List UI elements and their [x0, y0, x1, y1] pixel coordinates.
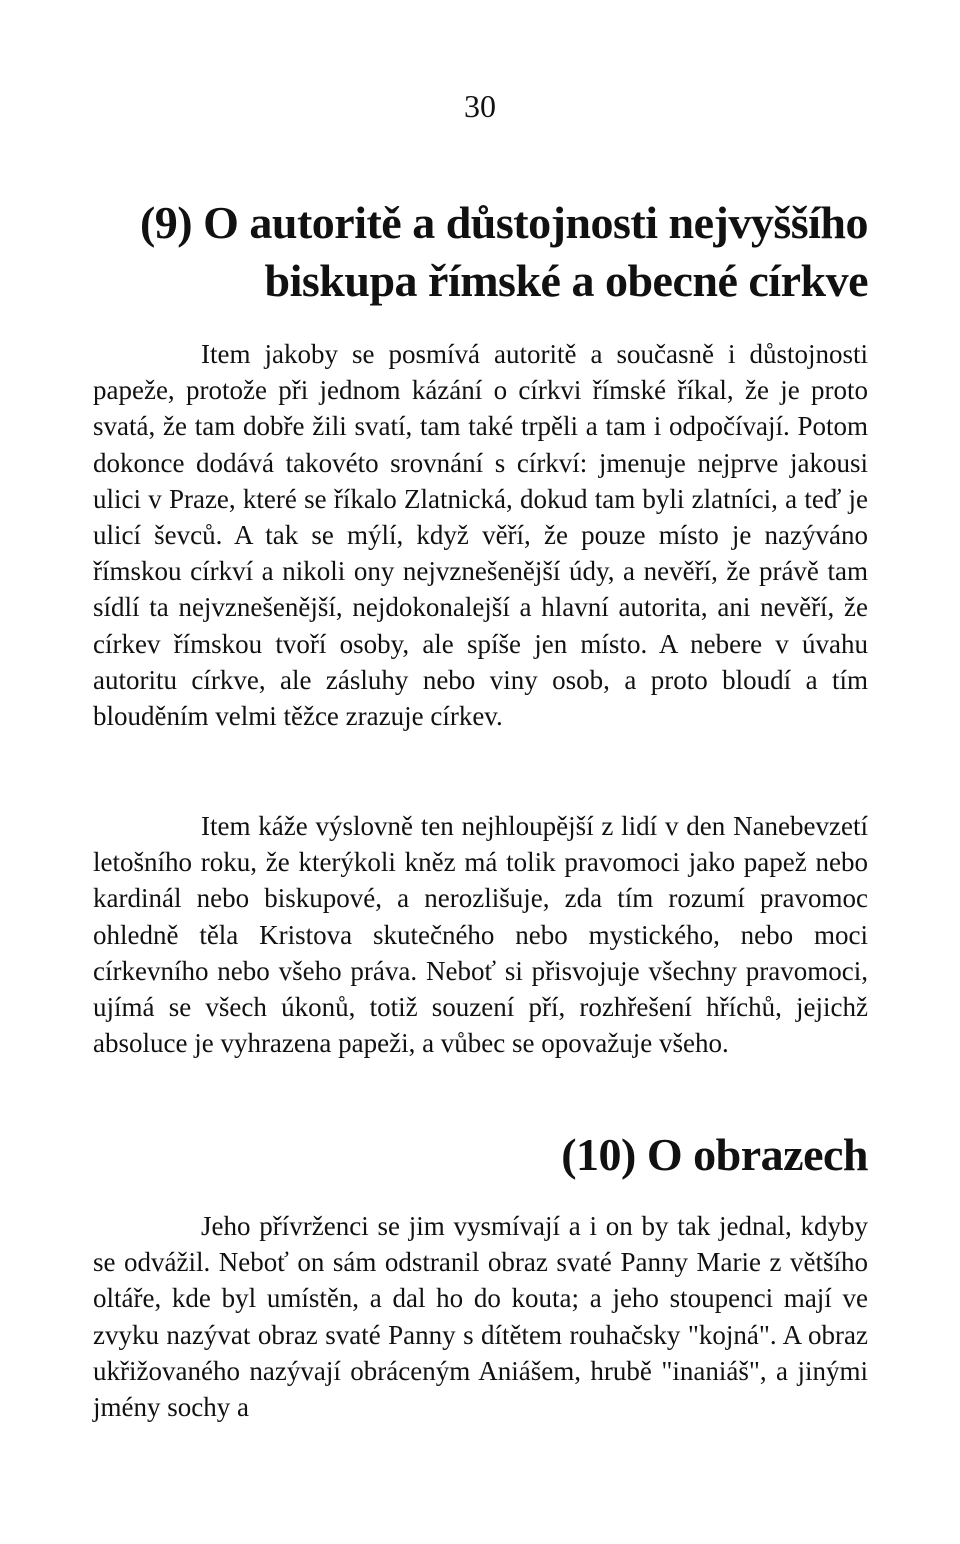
- section-9-heading-line2: biskupa římské a obecné církve: [264, 255, 868, 306]
- section-9-heading-line1: (9) O autoritě a důstojnosti nejvyššího: [139, 197, 868, 248]
- section-9-paragraph-1: Item jakoby se posmívá autoritě a současně i důstojnosti papeže, protože při jednom kázání o církvi římské říkal, že je proto svatá, že tam dobře žili svatí, tam také trpěli a tam i odpočívají. Potom dokonce dodává takovéto srovnání s církví: jmenuje nejprve jakousi ulici v Praze, které se říkalo Zlatnická, dokud tam byli zlatníci, a teď je ulicí ševců. A tak se mýlí, když věří, že pouze místo je nazýváno římskou církví a nikoli ony nejvznešenější údy, a nevěří, že právě tam sídlí ta nejvznešenější, nejdokonalejší a hlavní autorita, ani nevěří, že církev římskou tvoří osoby, ale spíše jen místo. A nebere v úvahu autoritu církve, ale zásluhy nebo viny osob, a proto bloudí a tím blouděním velmi těžce zrazuje církev.: [93, 339, 868, 732]
- section-9-paragraph-2: Item káže výslovně ten nejhloupější z lidí v den Nanebevzetí letošního roku, že kterýkoli kněz má tolik pravomoci jako papež nebo kardinál nebo biskupové, a nerozlišuje, zda tím rozumí pravomoc ohledně těla Kristova skutečného nebo mystického, nebo moci církevního nebo všeho práva. Neboť si přisvojuje všechny pravomoci, ujímá se všech úkonů, totiž souzení pří, rozhřešení hříchů, jejichž absoluce je vyhrazena papeži, a vůbec se opovažuje všeho.: [93, 811, 868, 1059]
- section-9-heading: [140, 194, 868, 310]
- section-10-heading: (10) O obrazech: [561, 1129, 868, 1180]
- section-10-paragraph-1: Jeho přívrženci se jim vysmívají a i on by tak jednal, kdyby se odvážil. Neboť on sám odstranil obraz svaté Panny Marie z většího oltáře, kde byl umístěn, a dal ho do kouta; a jeho stoupenci mají ve zvyku nazývat obraz svaté Panny s dítětem rouhačsky "kojná". A obraz ukřižovaného nazývají obráceným Aniášem, hrubě "inaniáš", a jinými jmény sochy a: [93, 1211, 868, 1423]
- page-number: 30: [464, 88, 496, 124]
